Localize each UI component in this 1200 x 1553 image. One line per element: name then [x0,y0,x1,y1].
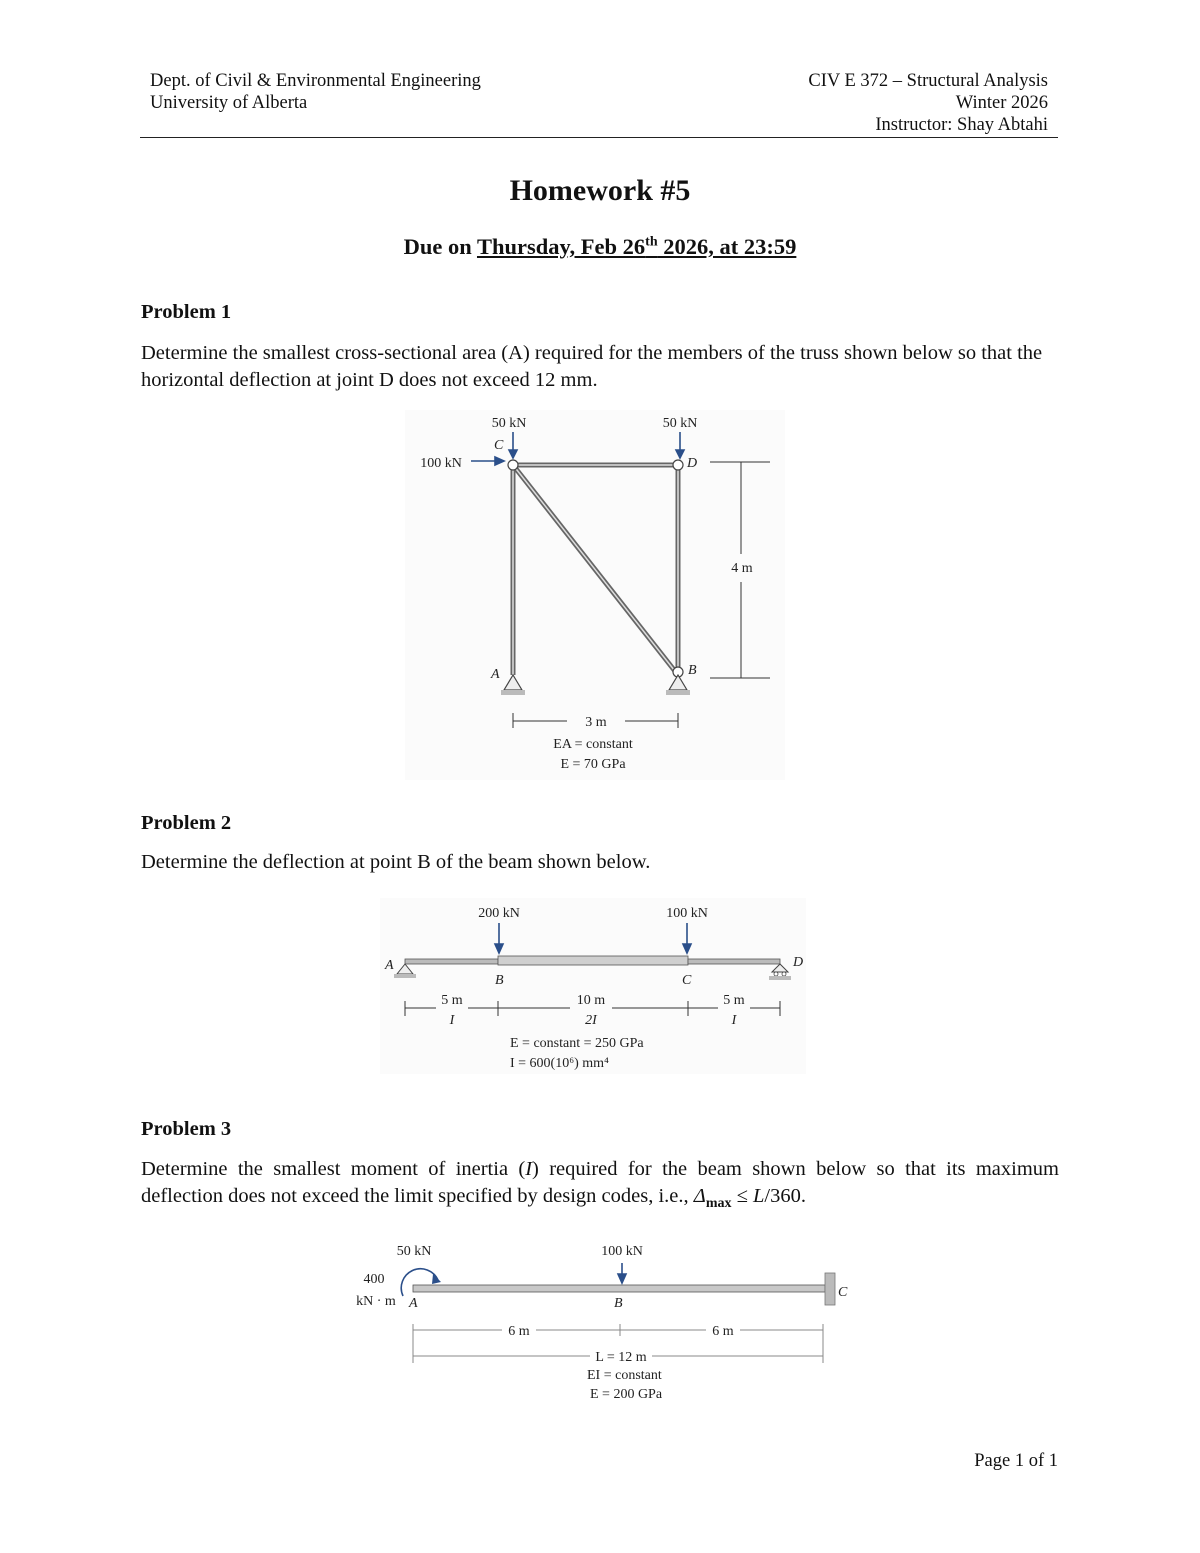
modulus-note: E = constant = 250 GPa [510,1036,644,1051]
university-name: University of Alberta [150,93,308,113]
beam-segment-ab [405,959,498,964]
e-note: E = 200 GPa [590,1387,663,1402]
joint-b-label: B [688,663,697,678]
joint-d-pin [673,460,683,470]
load-d-label: 50 kN [662,416,698,431]
segment-3-inertia: I [731,1013,737,1028]
segment-2-length: 10 m [576,993,606,1008]
problem-1-text: Determine the smallest cross-sectional area (A) required for the members of the truss shown below so that the horizontal deflection at joint D does not exceed 12 mm. [141,342,1043,391]
due-date-part2: 2026, at 23:59 [657,234,797,259]
load-c-label: 50 kN [491,416,527,431]
beam-segment-bc [498,956,688,965]
problem-3-symbol-delta: Δ [693,1185,706,1207]
problem-2-heading: Problem 2 [141,812,232,834]
segment-1-inertia: I [449,1013,455,1028]
problem-1-figure [405,410,785,780]
problem-3-symbol-l: L [753,1185,765,1207]
load-b-label: 100 kN [601,1244,643,1259]
page-title: Homework #5 [509,174,691,207]
point-a-label: A [409,1296,418,1311]
dimension-ab-label: 6 m [508,1324,530,1339]
beam-segment-cd [688,959,780,964]
beam-diagram-3 [340,1238,860,1408]
height-label: 4 m [731,561,753,576]
due-date [0,234,1200,260]
due-date-sup: th [645,234,658,250]
point-d-label: D [793,955,804,970]
due-date-value [477,234,796,259]
point-c-label: C [838,1285,848,1300]
dimension-bc-label: 6 m [712,1324,734,1339]
load-a-label: 50 kN [396,1244,432,1259]
instructor: Instructor: Shay Abtahi [875,115,1048,135]
header-left [150,70,481,114]
segment-2-inertia: 2I [585,1013,597,1028]
segment-1-length: 5 m [441,993,463,1008]
header-divider [140,137,1058,138]
total-length-label: L = 12 m [595,1350,647,1365]
department-name: Dept. of Civil & Environmental Engineering [150,71,481,91]
problem-3-figure [340,1238,860,1408]
moment-value-label: 400 [363,1272,385,1287]
point-a-label: A [385,958,394,973]
joint-a-label: A [491,667,500,682]
problem-1-heading: Problem 1 [141,301,232,323]
point-b-label: B [495,973,504,988]
problem-3-symbol-i: I [525,1158,533,1180]
problem-3-symbol-max: max [705,1196,732,1212]
due-date-part1: Thursday, Feb 26 [476,234,646,259]
inertia-note: I = 600(10⁶) mm⁴ [510,1056,609,1071]
term: Winter 2026 [955,93,1048,113]
problem-3-text-part1: Determine the smallest moment of inertia ( [141,1158,526,1180]
header-right [808,70,1048,136]
problem-3-text-part2: ) required for the beam shown below so that its maximum deflection does not exceed the limit specified by design codes, i.e., [141,1158,1059,1207]
ea-note: EA = constant [553,737,633,752]
e-note: E = 70 GPa [560,757,626,772]
joint-c-label: C [494,438,504,453]
beam-diagram-2 [380,898,806,1074]
point-c-label: C [682,973,692,988]
fixed-support-icon [825,1273,835,1305]
load-b-label: 200 kN [478,906,520,921]
problem-3-heading: Problem 3 [141,1118,232,1140]
truss-diagram [405,410,785,780]
problem-3-text-part4: /360. [764,1185,806,1207]
joint-c-pin [508,460,518,470]
point-b-label: B [614,1296,623,1311]
problem-3-text-part3: ≤ [731,1185,753,1207]
ei-note: EI = constant [587,1368,662,1383]
span-label: 3 m [585,715,607,730]
course-name: CIV E 372 – Structural Analysis [808,71,1048,91]
problem-2-text: Determine the deflection at point B of the beam shown below. [141,851,651,873]
load-horizontal-label: 100 kN [420,456,462,471]
moment-unit-label: kN · m [356,1294,396,1309]
problem-2-figure [380,898,806,1074]
load-c-label: 100 kN [666,906,708,921]
cantilever-beam [413,1285,825,1292]
problem-3-text [141,1156,1059,1217]
segment-3-length: 5 m [723,993,745,1008]
due-prefix: Due on [403,234,477,259]
joint-d-label: D [687,456,698,471]
page-number: Page 1 of 1 [974,1451,1058,1471]
